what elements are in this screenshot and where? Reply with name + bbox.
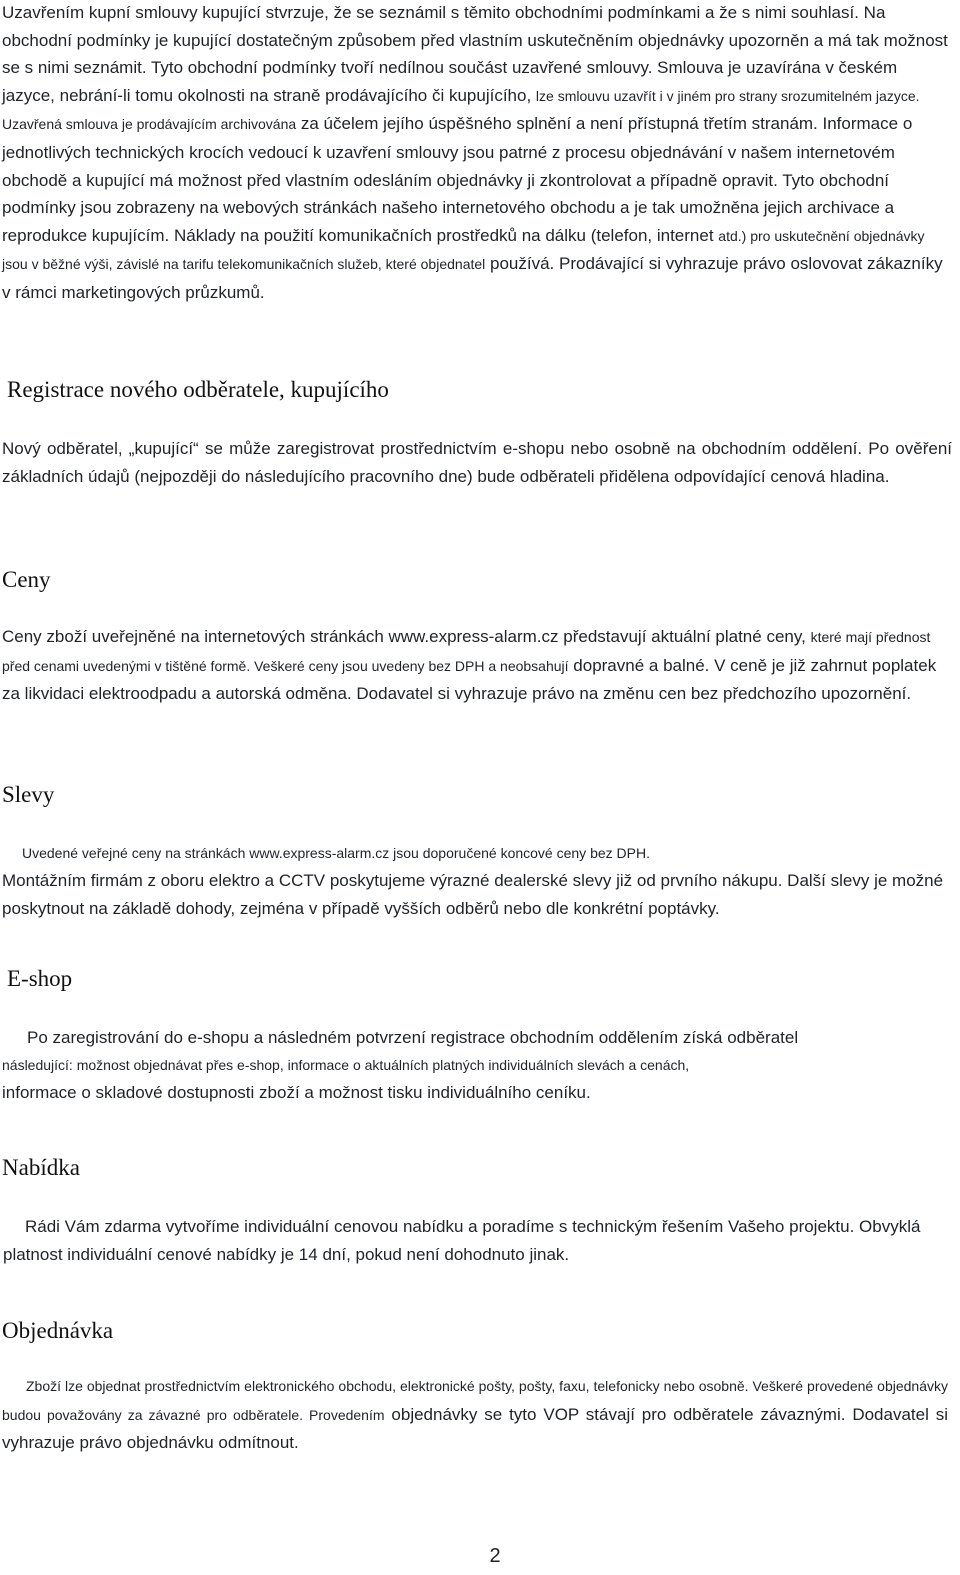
slevy-text-2: Montážním firmám z oboru elektro a CCTV poskytujeme výrazné dealerské slevy již od prvního nákupu. Další slevy je možné poskytnout na základě dohody, zejména v případě vyšších odběrů nebo dle konkrétní poptávky.: [2, 871, 944, 918]
eshop-text-2-span: následující: možnost objednávat přes e-shop, informace o aktuálních platných individuálních slevách a cenách,: [2, 1057, 690, 1073]
section-heading-ceny: Ceny: [2, 567, 51, 592]
section-heading-nabidka: Nabídka: [2, 1155, 80, 1180]
section-text-objednavka: [2, 1372, 948, 1457]
ceny-text-1: Ceny zboží uveřejněné na internetových stránkách www.express-alarm.cz představují aktuální platné ceny,: [2, 627, 806, 646]
section-heading-slevy: Slevy: [2, 782, 55, 807]
intro-text-2: lze smlouvu uzavřít i v jiném pro strany srozumitelném jazyce. Uzavřená smlouva je prodávajícím archivována: [2, 87, 920, 133]
objednavka-text-2: objednávky se tyto VOP stávají pro odběratele závaznými. Dodavatel si vyhrazuje právo objednávku odmítnout.: [2, 1404, 949, 1453]
intro-text-5: používá. Prodávající si vyhrazuje právo oslovovat zákazníky v rámci marketingových průzkumů.: [2, 254, 943, 302]
eshop-text-2: [2, 1051, 892, 1080]
section-heading-objednavka: Objednávka: [2, 1318, 114, 1343]
intro-text-1: Uzavřením kupní smlouvy kupující stvrzuje, že se seznámil s těmito obchodními podmínkami a že s nimi souhlasí. Na obchodní podmínky je kupující dostatečným způsobem před vlastním uskutečněním objednávky upozorněn a má tak možnost se s nimi seznámit. Tyto obchodní podmínky tvoří nedílnou součást uzavřené smlouvy. Smlouva je uzavírána v českém jazyce, nebrání-li tomu okolnosti na straně prodávajícího či kupujícího,: [2, 3, 948, 105]
section-text-registrace: Nový odběratel, „kupující“ se může zaregistrovat prostřednictvím e-shopu nebo osobně na obchodním oddělení. Po ověření základních údajů (nejpozději do následujícího pracovního dne) bude odběrateli přidělena odpovídající cenová hladina.: [2, 439, 952, 486]
eshop-text-3: informace o skladové dostupnosti zboží a možnost tisku individuálního ceníku.: [2, 1083, 591, 1102]
section-text-ceny: [2, 623, 952, 708]
intro-paragraph: [2, 0, 952, 307]
section-heading-registrace: Registrace nového odběratele, kupujícího: [7, 377, 389, 402]
intro-text-3: za účelem jejího úspěšného splnění a není přístupná třetím stranám. Informace o jednotlivých technických krocích vedoucí k uzavření smlouvy jsou patrné z procesu objednávání v našem internetovém obchodě a kupující má možnost před vlastním odesláním objednávky ji zkontrolovat a případně opravit. Tyto obchodní podmínky jsou zobrazeny na webových stránkách našeho internetového obchodu a je tak umožněna jejich archivace a reprodukce kupujícím. Náklady na použití komunikačních prostředků na dálku (telefon, internet: [2, 114, 913, 245]
intro-text-4: atd.) pro uskutečnění objednávky jsou v běžné výši, závislé na tarifu telekomunikačních služeb, které objednatel: [2, 227, 925, 273]
section-heading-eshop: E-shop: [7, 966, 73, 991]
slevy-text-1-span: Uvedené veřejné ceny na stránkách www.express-alarm.cz jsou doporučené koncové ceny bez DPH.: [22, 845, 650, 861]
section-text-nabidka: Rádi Vám zdarma vytvoříme individuální cenovou nabídku a poradíme s technickým řešením Vašeho projektu. Obvyklá platnost individuální cenové nabídky je 14 dní, pokud není dohodnuto jinak.: [3, 1217, 921, 1264]
slevy-text-1: [22, 839, 952, 868]
page-number: 2: [489, 1545, 501, 1567]
eshop-text-1: Po zaregistrování do e-shopu a následném potvrzení registrace obchodním oddělením získá odběratel: [27, 1028, 799, 1047]
objednavka-text-1: Zboží lze objednat prostřednictvím elektronického obchodu, elektronické pošty, pošty, faxu, telefonicky nebo osobně. Veškeré provedené objednávky budou považovány za závazné pro odběratele. Provedením: [2, 1378, 948, 1423]
ceny-text-2: které mají přednost před cenami uvedenými v tištěné formě. Veškeré ceny jsou uvedeny bez DPH a neobsahují: [2, 629, 931, 674]
ceny-text-3: dopravné a balné. V ceně je již zahrnut poplatek za likvidaci elektroodpadu a autorská odměna. Dodavatel si vyhrazuje právo na změnu cen bez předchozího upozornění.: [2, 655, 937, 704]
